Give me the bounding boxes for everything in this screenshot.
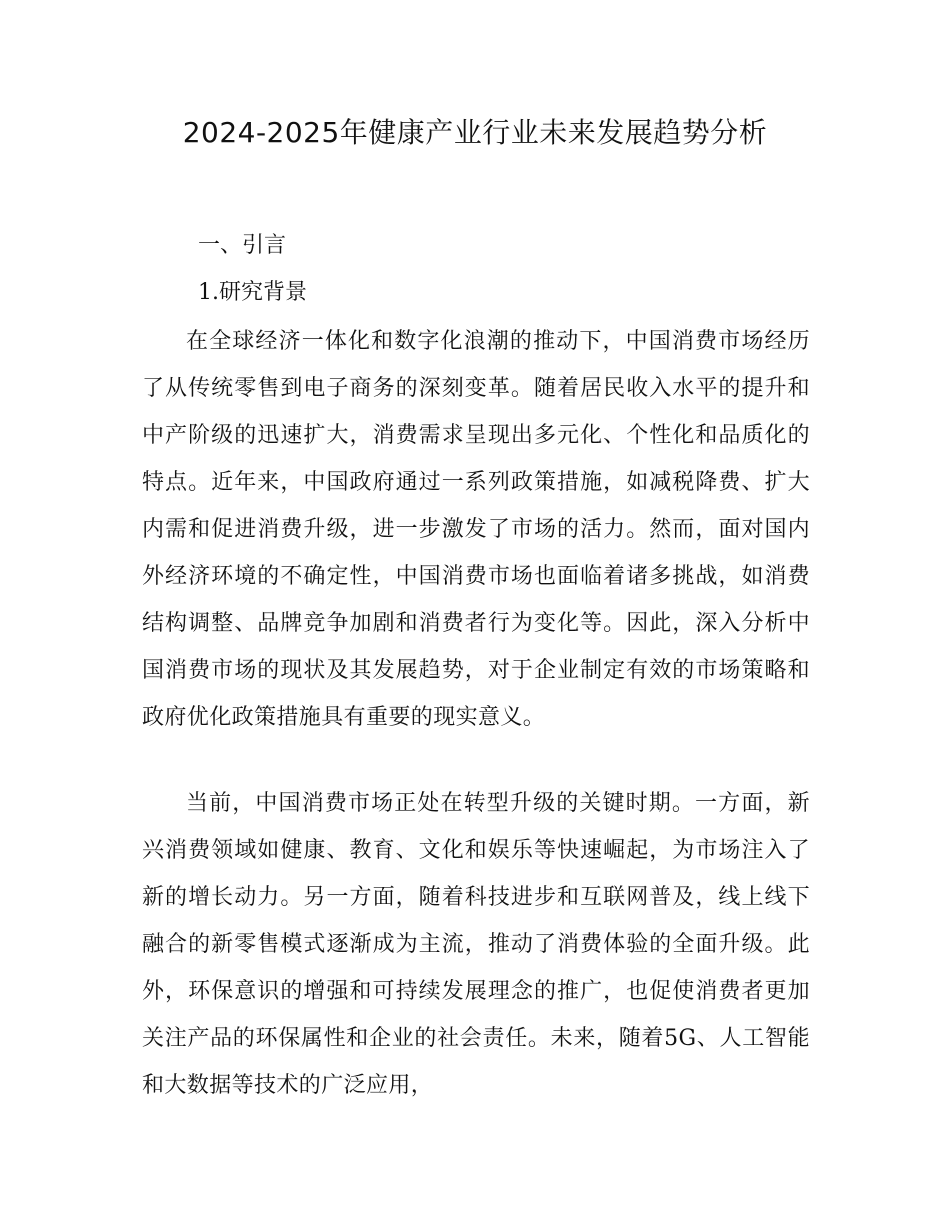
paragraph-research-background: 在全球经济一体化和数字化浪潮的推动下，中国消费市场经历了从传统零售到电子商务的深刻变革。随着居民收入水平的提升和中产阶级的迅速扩大，消费需求呈现出多元化、个性化和品质化的特点。近年来，中国政府通过一系列政策措施，如减税降费、扩大内需和促进消费升级，进一步激发了市场的活力。然而，面对国内外经济环境的不确定性，中国消费市场也面临着诸多挑战，如消费结构调整、品牌竞争加剧和消费者行为变化等。因此，深入分析中国消费市场的现状及其发展趋势，对于企业制定有效的市场策略和政府优化政策措施具有重要的现实意义。 — [142, 329, 810, 730]
paragraph-current-market: 当前，中国消费市场正处在转型升级的关键时期。一方面，新兴消费领域如健康、教育、文化和娱乐等快速崛起，为市场注入了新的增长动力。另一方面，随着科技进步和互联网普及，线上线下融合的新零售模式逐渐成为主流，推动了消费体验的全面升级。此外，环保意识的增强和可持续发展理念的推广，也促使消费者更加关注产品的环保属性和企业的社会责任。未来，随着5G、人工智能和大数据等技术的广泛应用， — [142, 791, 810, 1098]
document-title: 2024-2025年健康产业行业未来发展趋势分析 — [182, 116, 768, 149]
subsection-heading: 1.研究背景 — [198, 280, 307, 305]
section-heading: 一、引言 — [198, 233, 287, 258]
